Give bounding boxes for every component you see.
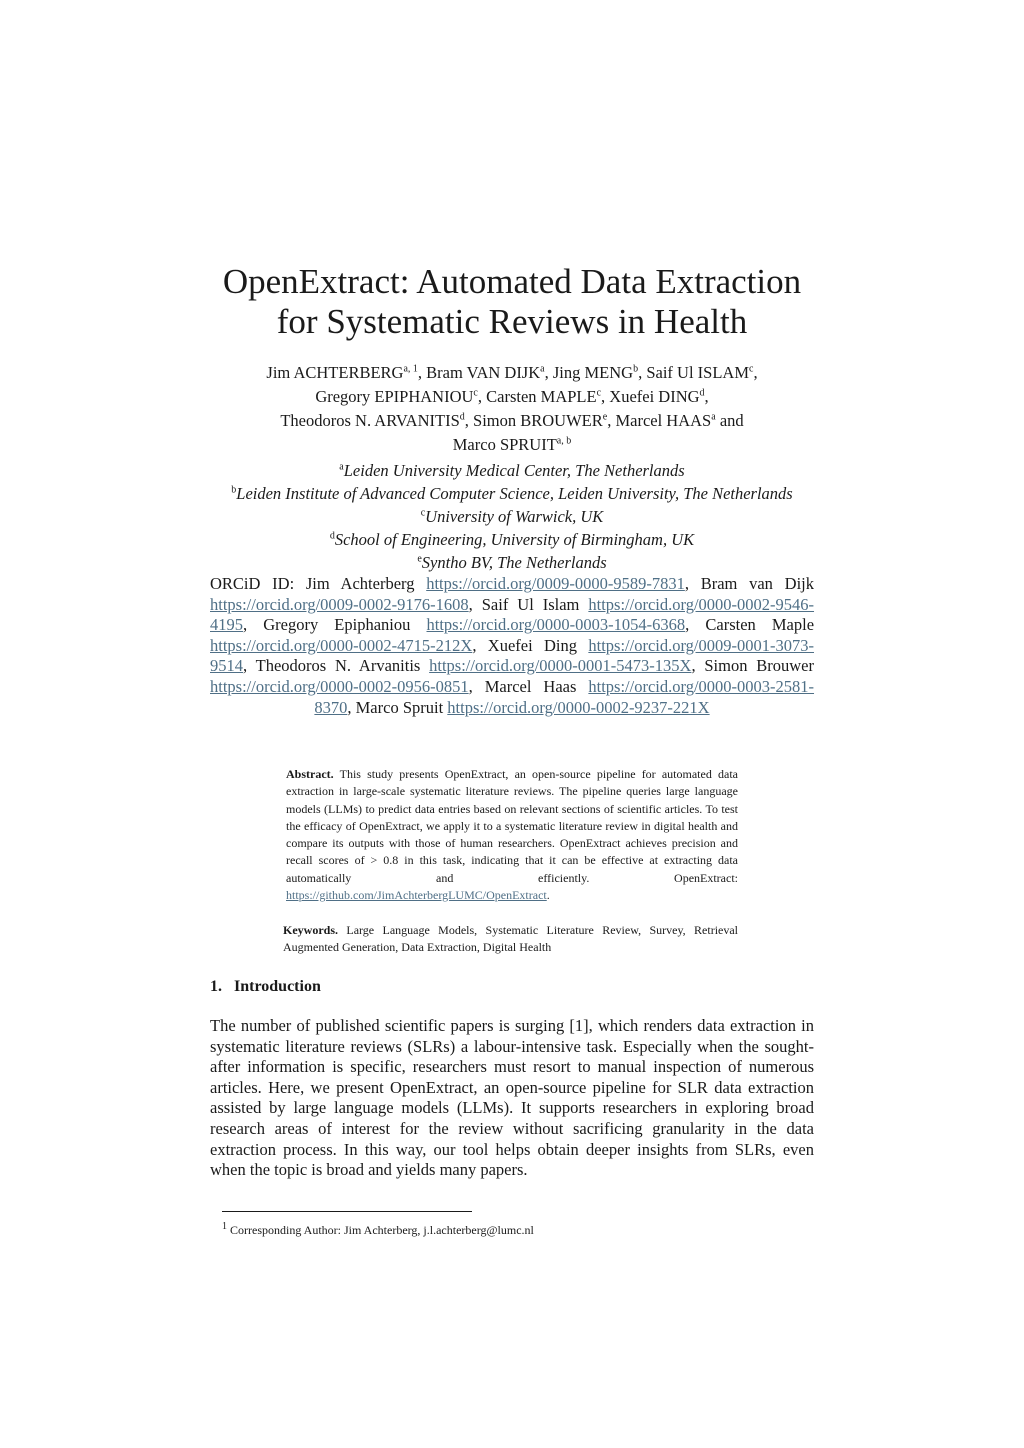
abstract-heading: Abstract. xyxy=(286,767,334,781)
author-sep: , xyxy=(704,387,709,406)
affiliation-text: Leiden Institute of Advanced Computer Science, Leiden University, The Netherlands xyxy=(236,484,793,503)
affiliation-text: School of Engineering, University of Birmingham, UK xyxy=(334,530,695,549)
author-sup: a xyxy=(540,363,545,375)
paper-title xyxy=(210,262,814,342)
affiliation-sup: a xyxy=(339,461,344,473)
author-line-3 xyxy=(210,409,814,433)
author-sup: d xyxy=(459,411,465,423)
orcid-link[interactable]: https://orcid.org/0009-0000-9589-7831 xyxy=(426,574,685,593)
affiliation-item xyxy=(210,459,814,482)
affiliation-text: Leiden University Medical Center, The Netherlands xyxy=(343,461,685,480)
keywords xyxy=(283,922,738,957)
orcid-author-name: Saif Ul Islam xyxy=(481,594,580,614)
affiliation-item xyxy=(210,551,814,574)
orcid-link[interactable]: https://orcid.org/0000-0002-9546-4195 xyxy=(210,594,815,635)
title-line-1: OpenExtract: Automated Data Extraction xyxy=(222,262,802,301)
abstract xyxy=(286,766,738,904)
affiliation-item xyxy=(210,528,814,551)
orcid-link[interactable]: https://orcid.org/0009-0002-9176-1608 xyxy=(210,594,469,614)
orcid-link[interactable]: https://orcid.org/0000-0003-1054-6368 xyxy=(426,615,686,635)
author-name: Bram VAN DIJK xyxy=(426,363,541,382)
author-list xyxy=(210,361,814,457)
author-name: Xuefei DING xyxy=(609,387,700,406)
orcid-link[interactable]: https://orcid.org/0000-0002-9237-221X xyxy=(447,697,710,717)
author-name: Gregory EPIPHANIOU xyxy=(315,387,474,406)
footnote xyxy=(222,1222,534,1238)
orcid-author-name: Marco Spruit xyxy=(355,697,444,717)
author-sup: c xyxy=(473,387,478,399)
author-name: Marcel HAAS xyxy=(615,411,712,430)
author-sep: and xyxy=(715,411,744,430)
author-sup: c xyxy=(596,387,602,399)
orcid-link[interactable]: https://orcid.org/0000-0003-2581-8370 xyxy=(314,676,815,717)
affiliation-text: Syntho BV, The Netherlands xyxy=(421,553,607,572)
author-sep: , xyxy=(417,363,427,382)
affiliation-sup: c xyxy=(420,507,426,519)
author-line-1 xyxy=(210,361,814,385)
footnote-mark: 1 xyxy=(222,1221,227,1232)
orcid-link[interactable]: https://orcid.org/0000-0001-5473-135X xyxy=(429,656,692,676)
orcid-link[interactable]: https://orcid.org/0000-0002-0956-0851 xyxy=(210,676,469,696)
orcid-author-name: Bram van Dijk xyxy=(700,574,814,593)
author-sup: d xyxy=(699,387,705,399)
author-line-2 xyxy=(210,385,814,409)
orcid-author-name: Xuefei Ding xyxy=(487,635,578,655)
author-sup: e xyxy=(602,411,608,423)
author-sup: a xyxy=(711,411,716,423)
author-sep: , xyxy=(753,363,758,382)
orcid-author-name: Simon Brouwer xyxy=(704,656,814,676)
author-name: Theodoros N. ARVANITIS xyxy=(280,411,460,430)
affiliation-list xyxy=(210,459,814,574)
abstract-text: This study presents OpenExtract, an open-source pipeline for automated data extraction in large-scale systematic literature reviews. The pipeline queries large language models (LLMs) to predict data entries based on relevant sections of scientific articles. To test the efficacy of OpenExtract, we apply it to a systematic literature review in digital health and compare its outputs with those of human researchers. OpenExtract achieves precision and recall scores of > 0.8 in this task, indicating that it can be effective at extracting data automatically and efficiently. OpenExtract: xyxy=(286,767,738,885)
author-name: Marco SPRUIT xyxy=(452,435,557,454)
author-sup: b xyxy=(633,363,639,375)
section-title: Introduction xyxy=(234,978,321,995)
orcid-label: ORCiD ID: xyxy=(210,574,306,593)
affiliation-sup: d xyxy=(329,530,335,542)
section-number: 1. xyxy=(210,978,222,995)
orcid-author-name: Gregory Epiphaniou xyxy=(263,615,411,635)
author-sup: c xyxy=(749,363,754,375)
title-line-2: for Systematic Reviews in Health xyxy=(276,302,748,341)
orcid-block: ORCiD ID: Jim Achterberg https://orcid.org/0009-0000-9589-7831, Bram van Dijk https://orcid.org/0009-0002-9176-1608, Saif Ul Islam https://orcid.org/0000-0002-9546-4195, Gregory Epiphaniou https://orcid.org/0000-0003-1054-6368, Carsten Maple https://orcid.org/0000-0002-4715-212X, Xuefei Ding https://orcid.org/0009-0001-3073-9514, Theodoros N. Arvanitis https://orcid.org/0000-0001-5473-135X, Simon Brouwer https://orcid.org/0000-0002-0956-0851, Marcel Haas https://orcid.org/0000-0003-2581-8370, Marco Spruit https://orcid.org/0000-0002-9237-221X xyxy=(210,574,815,717)
author-name: Saif Ul ISLAM xyxy=(646,363,749,382)
author-sep: , xyxy=(601,387,610,406)
author-name: Jim ACHTERBERG xyxy=(266,363,404,382)
orcid-author-name: Theodoros N. Arvanitis xyxy=(255,656,421,676)
author-sup: a, 1 xyxy=(403,363,418,375)
author-sep: , xyxy=(464,411,474,430)
keywords-text: Large Language Models, Systematic Literature Review, Survey, Retrieval Augmented Generation, Data Extraction, Digital Health xyxy=(283,923,739,955)
github-link[interactable]: https://github.com/JimAchterbergLUMC/OpenExtract xyxy=(286,888,547,903)
introduction-paragraph: The number of published scientific papers is surging [1], which renders data extraction in systematic literature reviews (SLRs) a labour-intensive task. Especially when the sought-after information is specific, researchers must resort to manual inspection of numerous articles. Here, we present OpenExtract, an open-source pipeline for SLR data extraction assisted by large language models (LLMs). It supports researchers in exploring broad research areas of interest for the review without sacrificing granularity in the data extraction process. In this way, our tool helps obtain deeper insights from SLRs, even when the topic is broad and yields many papers. xyxy=(210,1016,814,1180)
author-sup: a, b xyxy=(556,435,572,447)
affiliation-sup: e xyxy=(417,553,422,565)
author-sep: , xyxy=(544,363,553,382)
abstract-end: . xyxy=(546,888,550,903)
affiliation-text: University of Warwick, UK xyxy=(425,507,604,526)
author-sep: , xyxy=(477,387,487,406)
orcid-link[interactable]: https://orcid.org/0000-0002-4715-212X xyxy=(210,635,473,655)
orcid-author-name: Carsten Maple xyxy=(705,615,815,635)
keywords-heading: Keywords. xyxy=(283,923,338,937)
author-sep: , xyxy=(638,363,647,382)
author-name: Carsten MAPLE xyxy=(486,387,597,406)
affiliation-item xyxy=(210,482,814,505)
orcid-author-name: Jim Achterberg xyxy=(305,574,415,593)
author-name: Jing MENG xyxy=(552,363,634,382)
orcid-author-name: Marcel Haas xyxy=(484,676,577,696)
footnote-divider xyxy=(222,1211,472,1212)
author-name: Simon BROUWER xyxy=(473,411,603,430)
affiliation-sup: b xyxy=(231,484,237,496)
affiliation-item xyxy=(210,505,814,528)
section-heading xyxy=(210,976,814,998)
footnote-text: Corresponding Author: Jim Achterberg, j.l.achterberg@lumc.nl xyxy=(230,1223,534,1237)
author-sep: , xyxy=(607,411,616,430)
orcid-link[interactable]: https://orcid.org/0009-0001-3073-9514 xyxy=(210,635,814,676)
author-line-4 xyxy=(210,433,814,457)
